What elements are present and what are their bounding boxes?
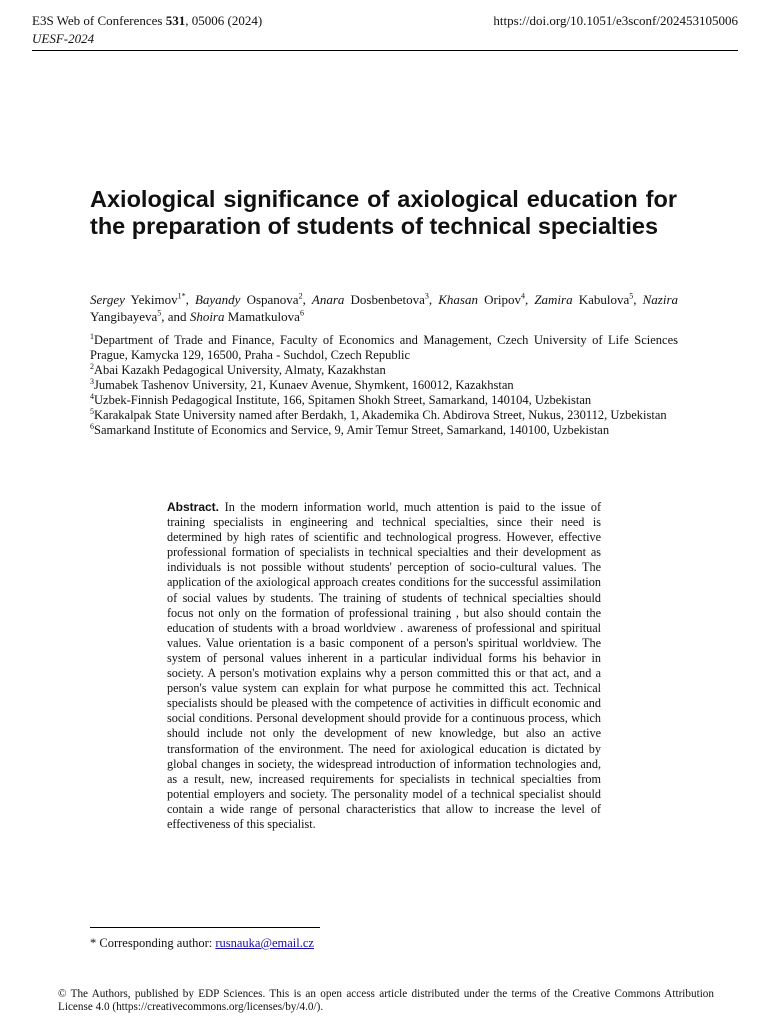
author: Khasan Oripov$^4$ (438, 291, 525, 307)
footnote-divider (90, 927, 320, 928)
license-notice: © The Authors, published by EDP Sciences. This is an open access article distributed under the terms of the Creative Commons Attribution License 4.0 (https://creativecommons.org/licenses/by/4.0/). (58, 988, 714, 1013)
paper-title: Axiological significance of axiological education for the preparation of students of technical specialties (90, 186, 677, 239)
article-number-year: , 05006 (2024) (185, 13, 263, 28)
affiliation-item: $^5$Karakalpak State University named after Berdakh, 1, Akademika Ch. Abdirova Street, Nukus, 230112, Uzbekistan (90, 406, 667, 422)
author: Shoira Mamatkulova$^6$ (189, 308, 304, 324)
affiliation-item: $^2$Abai Kazakh Pedagogical University, Almaty, Kazakhstan (90, 361, 386, 377)
author: Anara Dosbenbetova$^3$ (311, 291, 429, 307)
corresponding-author-footnote (90, 935, 314, 951)
journal-name: E3S Web of Conferences (32, 13, 163, 28)
author: Bayandy Ospanova$^2$ (194, 291, 303, 307)
abstract-text: In the modern information world, much attention is paid to the issue of training specialists in engineering and technical specialties, since their need is determined by high rates of scientific and technological progress. However, effective professional formation of specialists in technical specialties and their development as individuals is not possible without students' perception of socio-cultural values. The application of the axiological approach creates conditions for the successful assimilation of social values by students. The training of students of technical specialties should focus not only on the formation of professional training , but also should contain the education of students with a broad worldview . awareness of professional and spiritual values. Value orientation is a basic component of a person's spiritual worldview. The system of personal values inherent in a particular individual forms his behavior in society. A person's motivation explains why a person committed this or that act, and a person's value system can explain for what purpose he committed this act. Technical specialists should be pleased with the competence of activities in difficult economic and social conditions. Personal development should provide for a continuous process, which should include not only the development of new knowledge, but also an active transformation of the environment. The need for axiological education is dictated by global changes in society, the widespread introduction of information technologies and, as a result, new, increased requirements for specialists in technical specialties from potential employers and society. The personality model of a technical specialist should contain a wide range of personal characteristics that allow to increase the level of effectiveness of this specialist. (167, 500, 602, 831)
doi-link[interactable]: https://doi.org/10.1051/e3sconf/202453105006 (493, 13, 738, 28)
author: Zamira Kabulova$^5$ (534, 291, 634, 307)
running-header-left (32, 12, 262, 48)
journal-citation (32, 12, 262, 30)
affiliation-item: $^1$Department of Trade and Finance, Faculty of Economics and Management, Czech University of Life Sciences Prague, Kamycka 129, 16500, Praha - Suchdol, Czech Republic (90, 331, 678, 362)
conference-name: UESF-2024 (32, 31, 95, 46)
email-link[interactable]: rusnauka@email.cz (215, 936, 314, 950)
affiliation-list (90, 333, 678, 438)
author: Nazira Yangibayeva$^5$ (90, 292, 679, 324)
abstract-label: Abstract. (167, 500, 220, 514)
affiliation-item: $^4$Uzbek-Finnish Pedagogical Institute, 166, Spitamen Shokh Street, Samarkand, 140104, Uzbekistan (90, 391, 592, 407)
header-divider (32, 50, 738, 51)
abstract (167, 500, 601, 832)
footnote-label: * Corresponding author: (90, 936, 216, 950)
affiliation-item: $^3$Jumabek Tashenov University, 21, Kunaev Avenue, Shymkent, 160012, Kazakhstan (90, 376, 514, 392)
author: Sergey Yekimov$^{1*}$ (90, 291, 186, 307)
author-list: Sergey Yekimov$^{1*}$, Bayandy Ospanova$^2$, Anara Dosbenbetova$^3$, Khasan Oripov$^4$, Zamira Kabulova$^5$, Nazira Yangibayeva$^5$, and Shoira Mamatkulova$^6$ (90, 291, 679, 324)
journal-volume: 531 (165, 13, 186, 28)
affiliation-item: $^6$Samarkand Institute of Economics and Service, 9, Amir Temur Street, Samarkand, 140100, Uzbekistan (90, 421, 610, 437)
